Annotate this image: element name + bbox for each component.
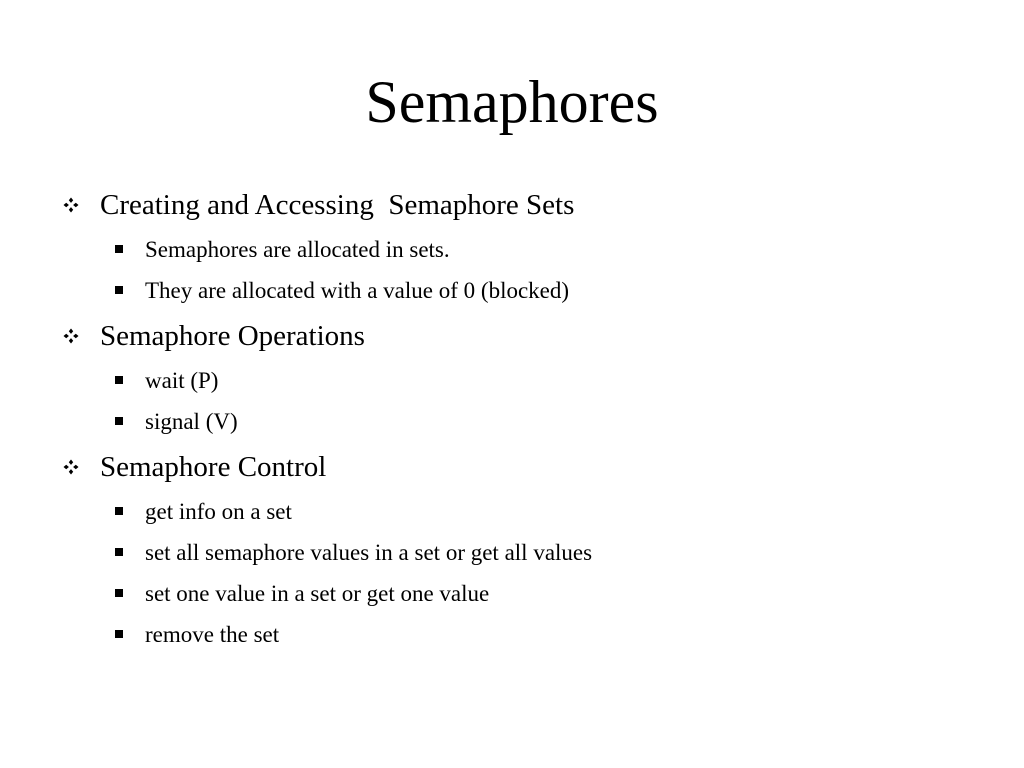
bullet-level2 bbox=[0, 229, 1024, 270]
bullet-level1 bbox=[0, 448, 1024, 486]
bullet-level1 bbox=[0, 186, 1024, 224]
list-item: Semaphores are allocated in sets. bbox=[145, 237, 450, 262]
list-item: wait (P) bbox=[145, 368, 219, 393]
square-bullet-icon bbox=[115, 286, 123, 294]
bullet-level2 bbox=[0, 491, 1024, 532]
bullet-level2 bbox=[0, 270, 1024, 311]
section-creating-accessing bbox=[0, 186, 1024, 311]
bullet-level2 bbox=[0, 360, 1024, 401]
bullet-level2 bbox=[0, 614, 1024, 655]
list-item: get info on a set bbox=[145, 499, 292, 524]
square-bullet-icon bbox=[115, 630, 123, 638]
bullet-level2 bbox=[0, 573, 1024, 614]
square-bullet-icon bbox=[115, 417, 123, 425]
sub-list bbox=[0, 491, 1024, 655]
list-item: signal (V) bbox=[145, 409, 238, 434]
section-heading: Semaphore Control bbox=[100, 451, 327, 483]
list-item: They are allocated with a value of 0 (blocked) bbox=[145, 278, 570, 303]
section-heading: Creating and Accessing Semaphore Sets bbox=[100, 189, 575, 221]
diamond-quad-bullet-icon bbox=[62, 196, 80, 214]
bullet-level2 bbox=[0, 401, 1024, 442]
section-control bbox=[0, 448, 1024, 655]
section-heading: Semaphore Operations bbox=[100, 320, 365, 352]
sub-list bbox=[0, 360, 1024, 442]
square-bullet-icon bbox=[115, 589, 123, 597]
section-operations bbox=[0, 317, 1024, 442]
sub-list bbox=[0, 229, 1024, 311]
bullet-level1 bbox=[0, 317, 1024, 355]
square-bullet-icon bbox=[115, 376, 123, 384]
diamond-quad-bullet-icon bbox=[62, 458, 80, 476]
list-item: remove the set bbox=[145, 622, 280, 647]
diamond-quad-bullet-icon bbox=[62, 327, 80, 345]
square-bullet-icon bbox=[115, 548, 123, 556]
square-bullet-icon bbox=[115, 245, 123, 253]
list-item: set all semaphore values in a set or get all values bbox=[145, 540, 593, 565]
slide-title: Semaphores bbox=[365, 69, 659, 135]
bullet-level2 bbox=[0, 532, 1024, 573]
list-item: set one value in a set or get one value bbox=[145, 581, 490, 606]
square-bullet-icon bbox=[115, 507, 123, 515]
